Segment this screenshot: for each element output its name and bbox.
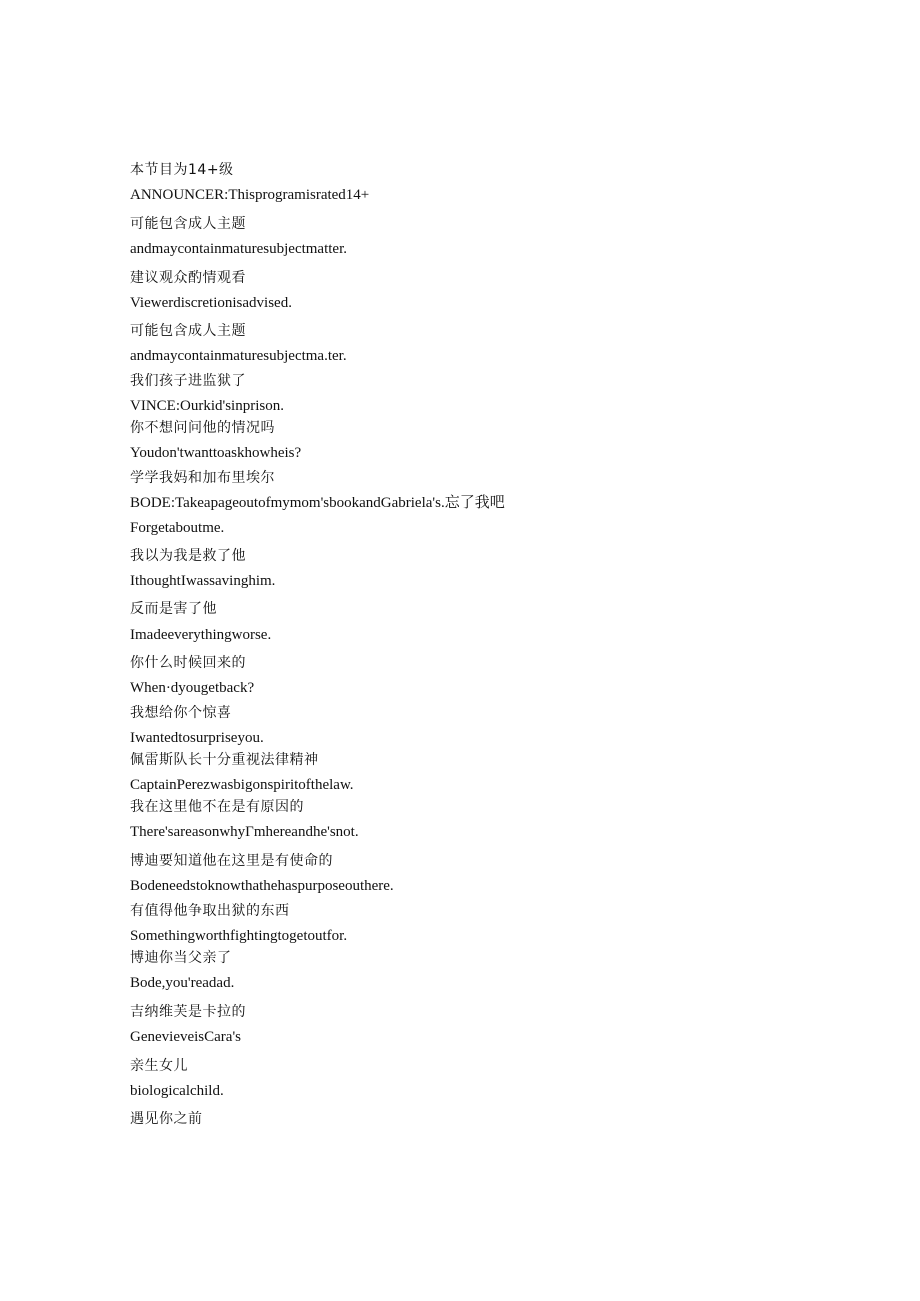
subtitle-line: 本节目为14+级	[130, 162, 234, 178]
subtitle-line: IthoughtIwassavinghim.	[130, 573, 276, 589]
subtitle-line: Viewerdiscretionisadvised.	[130, 295, 292, 311]
subtitle-line: 有值得他争取出狱的东西	[130, 903, 290, 919]
subtitle-line: 反而是害了他	[130, 601, 217, 617]
subtitle-line: GenevieveisCara's	[130, 1029, 241, 1045]
subtitle-line: 学学我妈和加布里埃尔	[130, 470, 275, 486]
subtitle-line: 可能包含成人主题	[130, 323, 246, 339]
subtitle-line: 亲生女儿	[130, 1058, 188, 1074]
subtitle-line: 吉纳维芙是卡拉的	[130, 1004, 246, 1020]
subtitle-line: 遇见你之前	[130, 1111, 203, 1127]
subtitle-line: Forgetaboutme.	[130, 520, 225, 536]
subtitle-line: 博迪要知道他在这里是有使命的	[130, 853, 333, 869]
subtitle-line: 建议观众酌情观看	[130, 270, 246, 286]
subtitle-line: 博迪你当父亲了	[130, 950, 232, 966]
subtitle-line: 我想给你个惊喜	[130, 705, 232, 721]
subtitle-line: Iwantedtosurpriseyou.	[130, 730, 264, 746]
subtitle-line: Imadeeverythingworse.	[130, 627, 272, 643]
subtitle-line: andmaycontainmaturesubjectmatter.	[130, 241, 348, 257]
subtitle-line: biologicalchild.	[130, 1083, 224, 1099]
subtitle-line: 你什么时候回来的	[130, 655, 246, 671]
subtitle-line: ANNOUNCER:Thisprogramisrated14+	[130, 187, 370, 203]
subtitle-line: Somethingworthfightingtogetoutfor.	[130, 928, 348, 944]
subtitle-line: CaptainPerezwasbigonspiritofthelaw.	[130, 777, 354, 793]
subtitle-line: 佩雷斯队长十分重视法律精神	[130, 752, 319, 768]
subtitle-line: andmaycontainmaturesubjectma.ter.	[130, 348, 347, 364]
subtitle-line: BODE:Takeapageoutofmymom'sbookandGabriela's.忘了我吧	[130, 495, 505, 511]
subtitle-line: 我以为我是救了他	[130, 548, 246, 564]
subtitle-line: 你不想问问他的情况吗	[130, 420, 275, 436]
subtitle-line: Bodeneedstoknowthathehaspurposeouthere.	[130, 878, 394, 894]
subtitle-line: Youdon'twanttoaskhowheis?	[130, 445, 302, 461]
subtitle-line: There'sareasonwhyΓmhereandhe'snot.	[130, 824, 359, 840]
subtitle-line: 我们孩子进监狱了	[130, 373, 246, 389]
subtitle-line: When·dyougetback?	[130, 680, 255, 696]
subtitle-line: 我在这里他不在是有原因的	[130, 799, 304, 815]
subtitle-line: Bode,you'readad.	[130, 975, 235, 991]
subtitle-line: VINCE:Ourkid'sinprison.	[130, 398, 284, 414]
subtitle-line: 可能包含成人主题	[130, 216, 246, 232]
